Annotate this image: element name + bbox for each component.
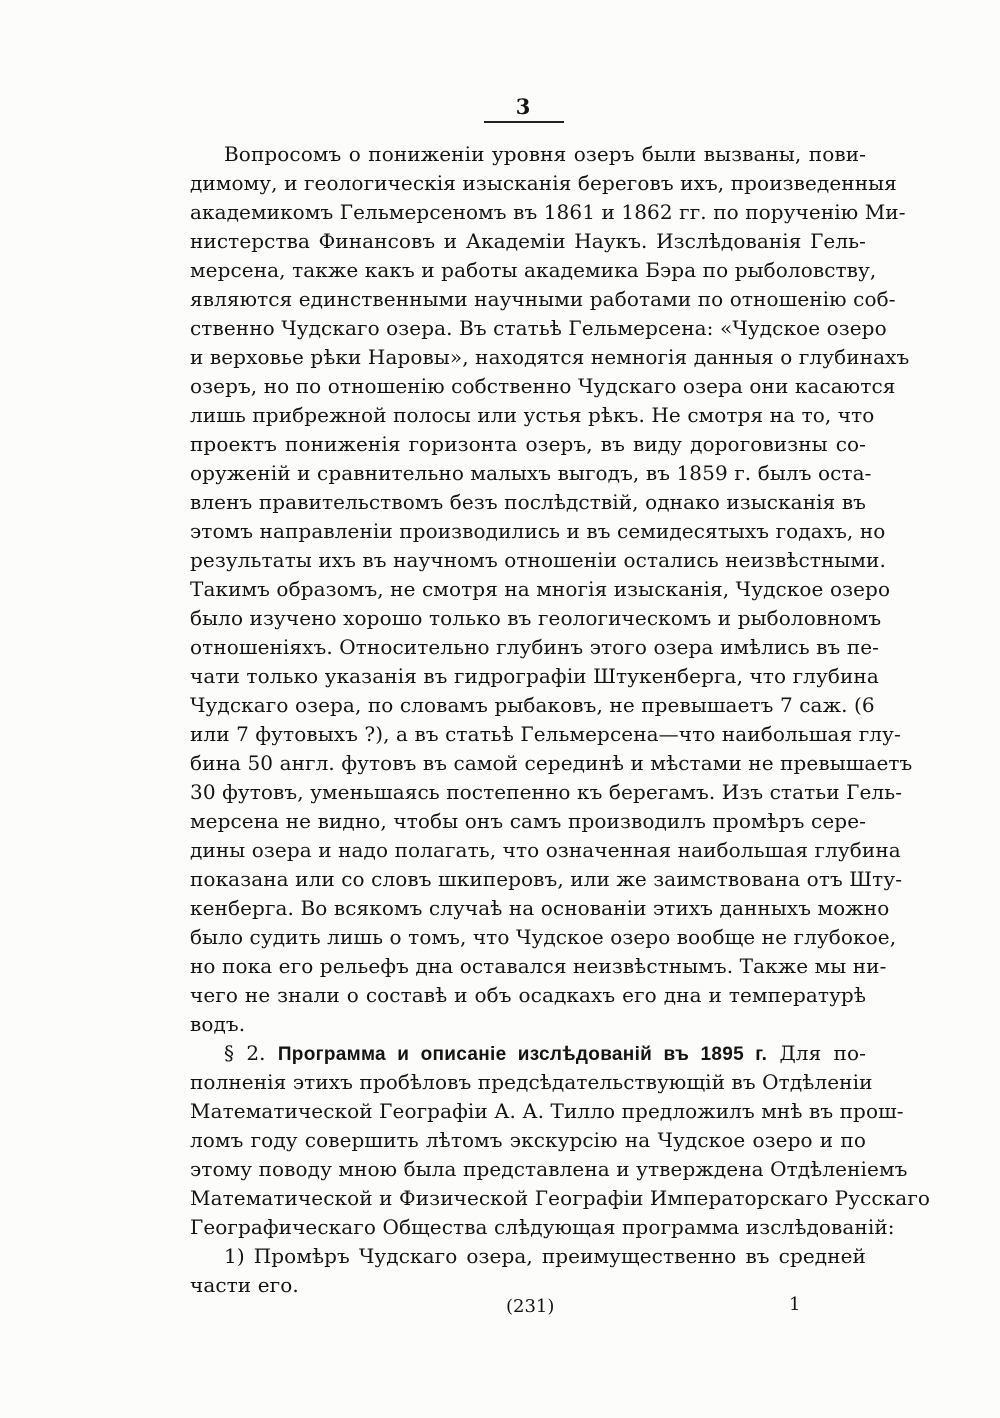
text-line: Математической и Физической Географіи Императорскаго Русскаго xyxy=(190,1186,931,1210)
text-line: 1) Промѣръ Чудскаго озера, преимущественно въ средней xyxy=(224,1244,866,1268)
text-line: Географическаго Общества слѣдующая программа изслѣдованій: xyxy=(190,1215,895,1239)
text-line: Математической Географіи А. А. Тилло предложилъ мнѣ въ прош- xyxy=(190,1099,904,1123)
section-number: § 2. xyxy=(224,1041,266,1065)
text-line: но пока его рельефъ дна оставался неизвѣстнымъ. Также мы ни- xyxy=(190,954,887,978)
text-line: нистерства Финансовъ и Академіи Наукъ. Изслѣдованія Гель- xyxy=(190,229,866,253)
text-line: мерсена, также какъ и работы академика Бэра по рыболовству, xyxy=(190,258,877,282)
text-line: бина 50 англ. футовъ въ самой серединѣ и мѣстами не превышаетъ xyxy=(190,751,913,775)
page-number: 3 xyxy=(515,94,531,119)
text-line: чати только указанія въ гидрографіи Штукенберга, что глубина xyxy=(190,664,879,688)
text-line: этому поводу мною была представлена и утверждена Отдѣленіемъ xyxy=(190,1157,908,1181)
signature-number: (231) xyxy=(506,1296,555,1317)
section-title: Программа и описаніе изслѣдованій въ 1895 г. xyxy=(277,1044,768,1065)
section-2-heading-line xyxy=(190,1039,866,1068)
text-line: чего не знали о составѣ и объ осадкахъ его дна и температурѣ xyxy=(190,983,866,1007)
text-line: ственно Чудскаго озера. Въ статьѣ Гельмерсена: «Чудское озеро xyxy=(190,316,887,340)
text-line: озеръ, но по отношенію собственно Чудскаго озера они касаются xyxy=(190,374,896,398)
text-line: было изучено хорошо только въ геологическомъ и рыболовномъ xyxy=(190,606,882,630)
text-line: академикомъ Гельмерсеномъ въ 1861 и 1862 гг. по порученію Ми- xyxy=(190,200,906,224)
text-line: мерсена не видно, чтобы онъ самъ производилъ промѣръ сере- xyxy=(190,809,866,833)
header-rule xyxy=(484,121,564,123)
text-line: вленъ правительствомъ безъ послѣдствій, однако изысканія въ xyxy=(190,490,866,514)
text-line: лишь прибрежной полосы или устья рѣкъ. Не смотря на то, что xyxy=(190,403,875,427)
text-line: дины озера и надо полагать, что означенная наибольшая глубина xyxy=(190,838,901,862)
text-line: показана или со словъ шкиперовъ, или же заимствована отъ Шту- xyxy=(190,867,903,891)
text-line: результаты ихъ въ научномъ отношеніи остались неизвѣстными. xyxy=(190,548,886,572)
text-line: ломъ году совершить лѣтомъ экскурсію на Чудское озеро и по xyxy=(190,1128,866,1152)
section-lead-text: Для по- xyxy=(779,1041,866,1065)
text-line: полненія этихъ пробѣловъ предсѣдательствующій въ Отдѣленіи xyxy=(190,1070,873,1094)
text-line: водъ. xyxy=(190,1012,246,1036)
text-line: димому, и геологическія изысканія береговъ ихъ, произведенныя xyxy=(190,171,897,195)
text-line: отношеніяхъ. Относительно глубинъ этого озера имѣлись въ пе- xyxy=(190,635,880,659)
text-line: было судить лишь о томъ, что Чудское озеро вообще не глубокое, xyxy=(190,925,897,949)
signature-mark: 1 xyxy=(789,1294,801,1315)
text-line: и верховье рѣки Наровы», находятся немногія данныя о глубинахъ xyxy=(190,345,910,369)
text-line: 30 футовъ, уменьшаясь постепенно къ берегамъ. Изъ статьи Гель- xyxy=(190,780,903,804)
text-line: или 7 футовыхъ ?), а въ статьѣ Гельмерсена—что наибольшая глу- xyxy=(190,722,901,746)
text-line: кенберга. Во всякомъ случаѣ на основаніи этихъ данныхъ можно xyxy=(190,896,890,920)
paragraph-2 xyxy=(190,1068,931,1300)
text-line: проектъ пониженія горизонта озеръ, въ виду дороговизны со- xyxy=(190,432,866,456)
paragraph-1 xyxy=(190,140,913,1039)
text-line: части его. xyxy=(190,1273,299,1297)
text-line: этомъ направленіи производились и въ семидесятыхъ годахъ, но xyxy=(190,519,886,543)
text-line: Чудскаго озера, по словамъ рыбаковъ, не превышаетъ 7 саж. (6 xyxy=(190,693,875,717)
text-line: являются единственными научными работами по отношенію соб- xyxy=(190,287,896,311)
text-line: Вопросомъ о пониженіи уровня озеръ были вызваны, пови- xyxy=(224,142,866,166)
text-line: Такимъ образомъ, не смотря на многія изысканія, Чудское озеро xyxy=(190,577,891,601)
body-text xyxy=(190,140,931,1300)
text-line: оруженій и сравнительно малыхъ выгодъ, въ 1859 г. былъ оста- xyxy=(190,461,872,485)
